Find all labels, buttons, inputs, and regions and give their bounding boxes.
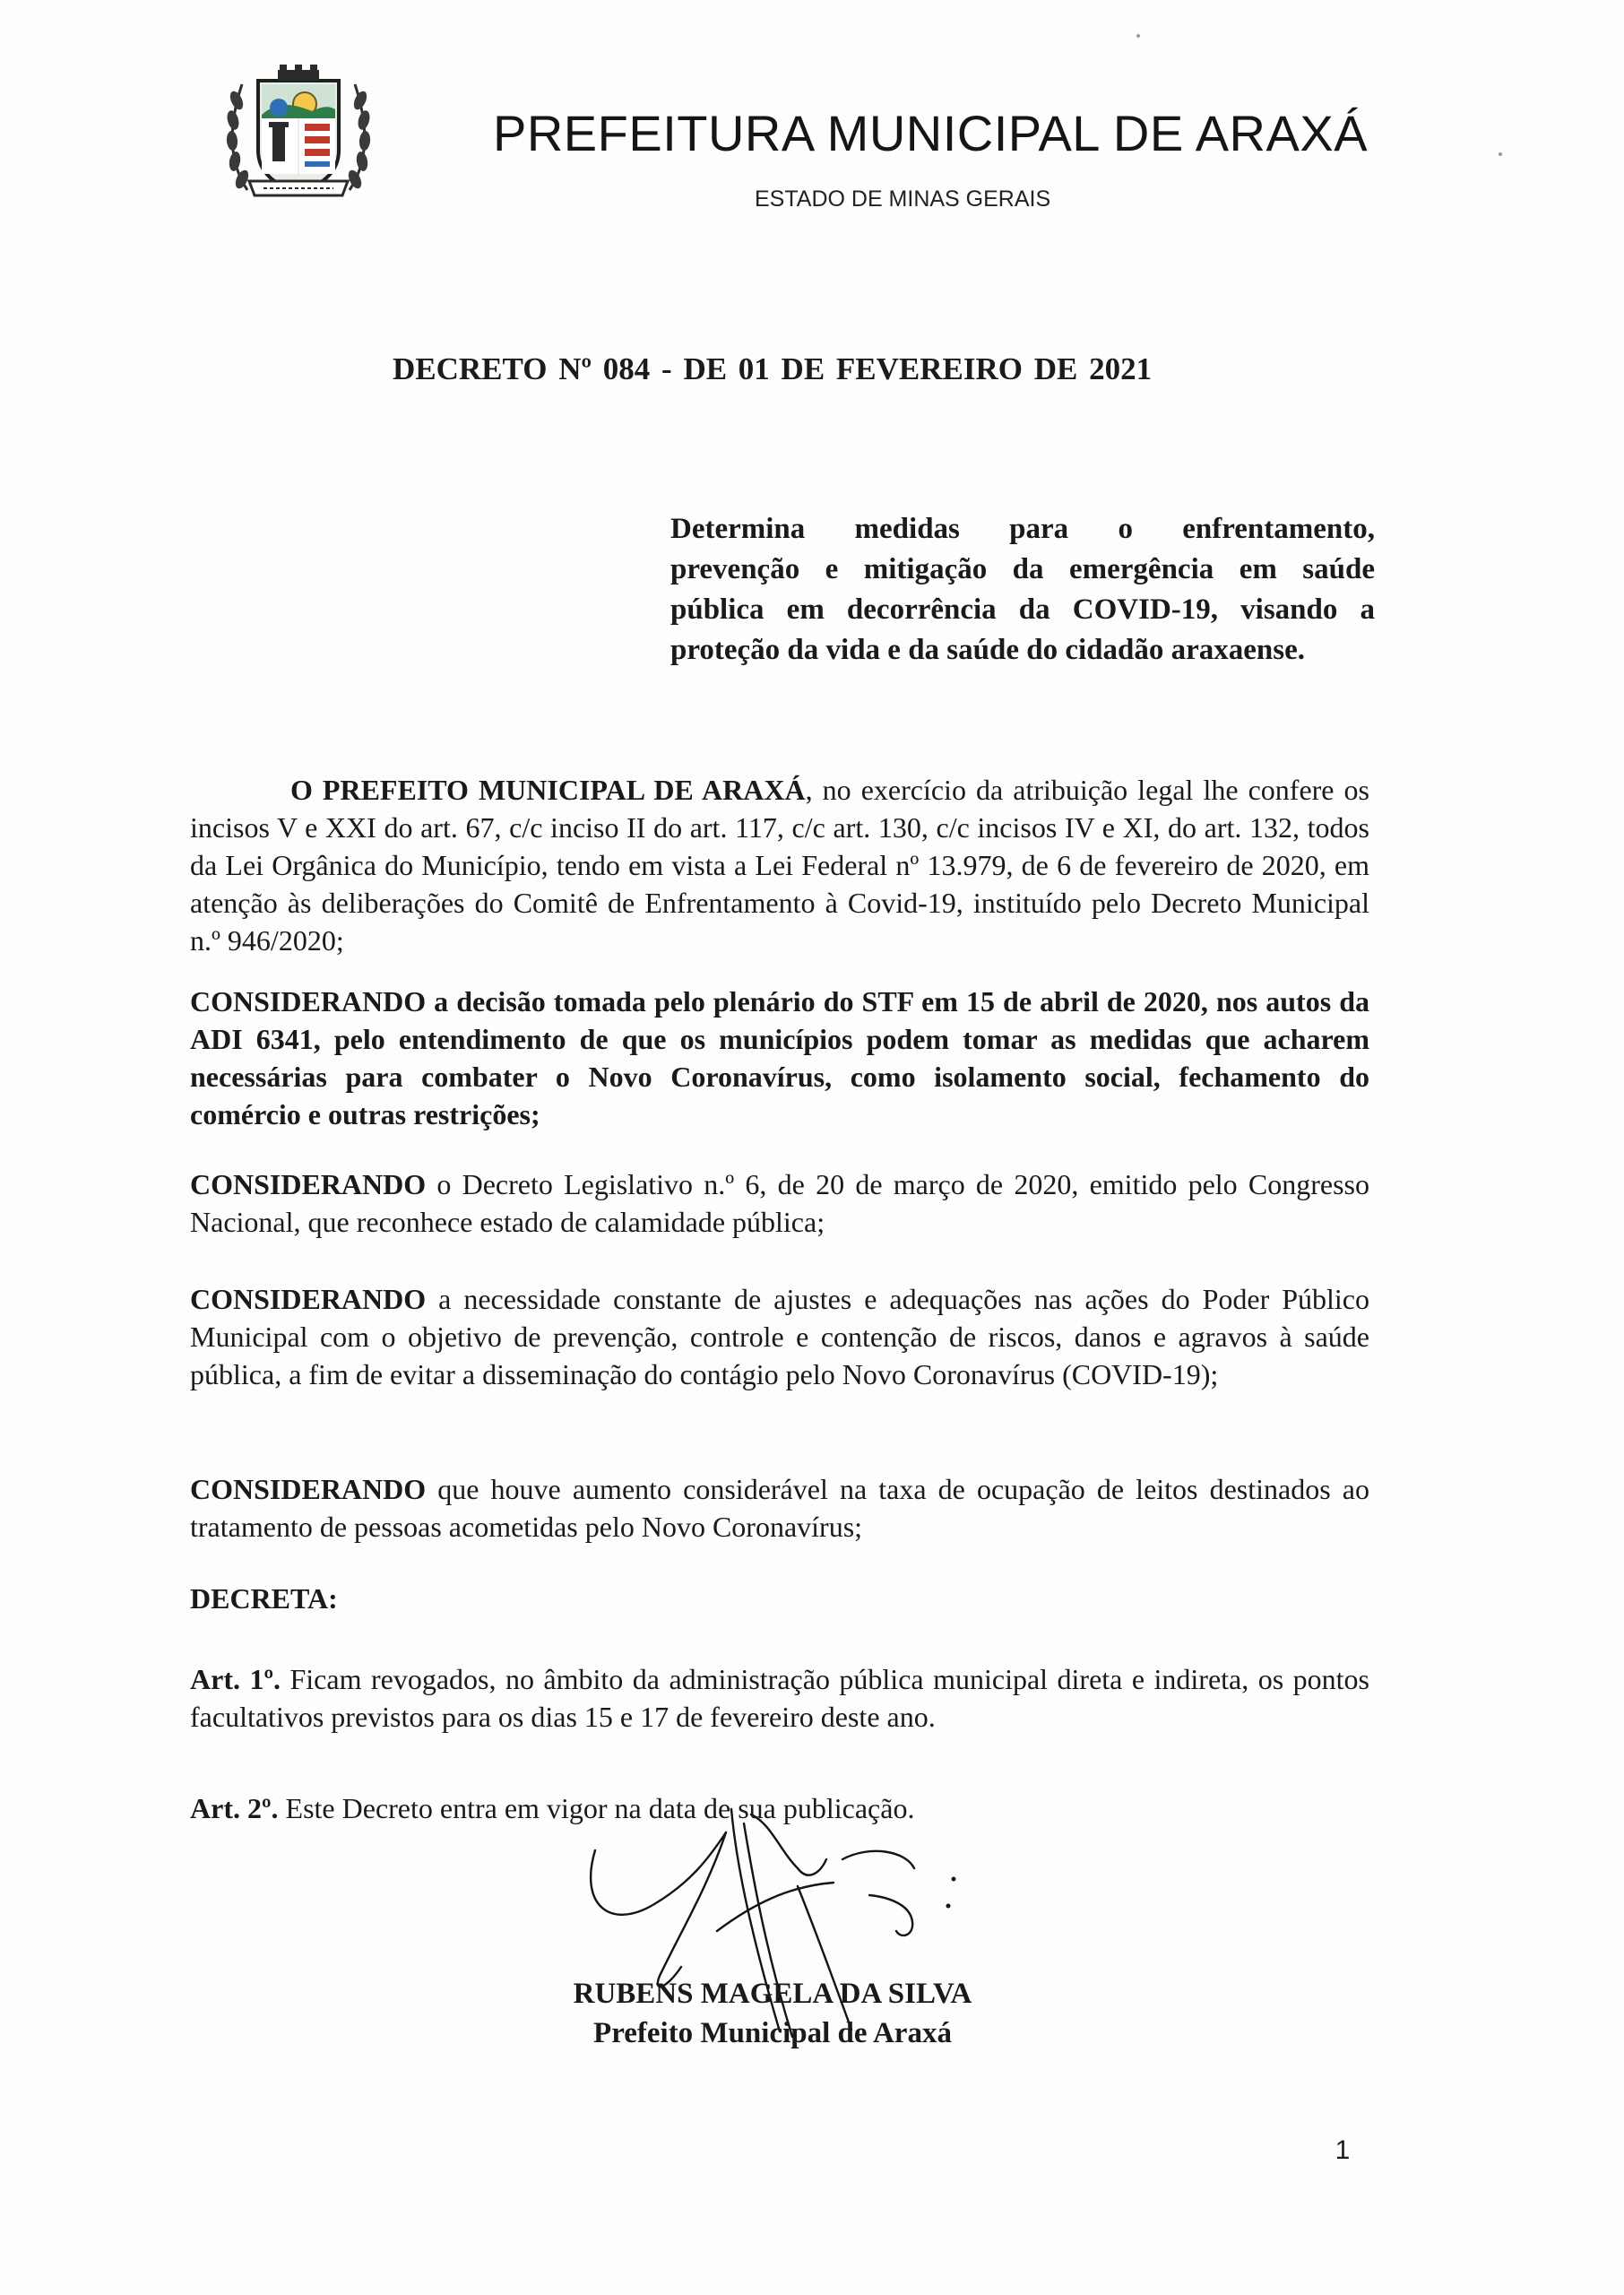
considerando-lead: CONSIDERANDO <box>190 985 427 1018</box>
decree-title: DECRETO Nº 084 - DE 01 DE FEVEREIRO DE 2021 <box>393 351 1153 386</box>
municipal-crest-icon <box>222 65 375 201</box>
considerando-lead: CONSIDERANDO <box>190 1283 427 1315</box>
ementa-line: pública em decorrência da COVID-19, visando a <box>670 593 1375 626</box>
article-lead: Art. 1º. <box>190 1663 281 1695</box>
considerando-lead: CONSIDERANDO <box>190 1473 427 1505</box>
signer-name: RUBENS MAGELA DA SILVA <box>573 1978 972 2010</box>
considerando-paragraph-2 <box>190 1165 1369 1241</box>
ementa-line: Determina medidas para o enfrentamento, <box>670 513 1375 545</box>
considerando-lead: CONSIDERANDO <box>190 1168 427 1200</box>
ementa-line: prevenção e mitigação da emergência em saúde <box>670 553 1375 585</box>
decree-ementa <box>670 509 1375 671</box>
decreta-heading: DECRETA: <box>190 1582 338 1615</box>
considerando-paragraph-3 <box>190 1280 1369 1393</box>
scan-speck <box>1499 152 1502 156</box>
preamble-lead: O PREFEITO MUNICIPAL DE ARAXÁ <box>290 774 806 806</box>
preamble-text: , no exercício da atribuição legal lhe confere os incisos V e XXI do art. 67, c/c inciso II do art. 117, c/c art. 130, c/c incisos IV e XI, do art. 132, todos da Lei Orgânica do Município, tendo em vista a Lei Federal nº 13.979, de 6 de fevereiro de 2020, em atenção às deliberações do Comitê de Enfrentamento à Covid-19, instituído pelo Decreto Municipal n.º 946/2020; <box>190 774 1370 957</box>
page-number: 1 <box>1335 2135 1351 2165</box>
scan-speck <box>1136 34 1140 38</box>
considerando-text: o Decreto Legislativo n.º 6, de 20 de março de 2020, emitido pelo Congresso Nacional, que reconhece estado de calamidade pública; <box>190 1168 1369 1238</box>
considerando-text: a necessidade constante de ajustes e adequações nas ações do Poder Público Municipal com o objetivo de prevenção, controle e contenção de riscos, danos e agravos à saúde pública, a fim de evitar a disseminação do contágio pelo Novo Coronavírus (COVID-19); <box>190 1283 1369 1390</box>
signer-role: Prefeito Municipal de Araxá <box>593 2017 952 2049</box>
considerando-text: a decisão tomada pelo plenário do STF em 15 de abril de 2020, nos autos da ADI 6341, pelo entendimento de que os municípios podem tomar as medidas que acharem necessárias para combater o Novo Coronavírus, como isolamento social, fechamento do comércio e outras restrições; <box>190 985 1369 1130</box>
considerando-text: que houve aumento considerável na taxa de ocupação de leitos destinados ao tratamento de pessoas acometidas pelo Novo Coronavírus; <box>190 1473 1369 1543</box>
article-1 <box>190 1660 1369 1736</box>
organization-state: ESTADO DE MINAS GERAIS <box>755 186 1051 212</box>
article-text: Ficam revogados, no âmbito da administração pública municipal direta e indireta, os pontos facultativos previstos para os dias 15 e 17 de fevereiro deste ano. <box>190 1663 1370 1733</box>
organization-name: PREFEITURA MUNICIPAL DE ARAXÁ <box>493 105 1369 161</box>
considerando-paragraph-1 <box>190 983 1369 1133</box>
preamble-paragraph <box>190 771 1369 959</box>
ementa-line: proteção da vida e da saúde do cidadão araxaense. <box>670 634 1306 666</box>
considerando-paragraph-4 <box>190 1470 1369 1546</box>
article-text: Este Decreto entra em vigor na data de sua publicação. <box>278 1792 915 1824</box>
article-lead: Art. 2º. <box>190 1792 279 1824</box>
